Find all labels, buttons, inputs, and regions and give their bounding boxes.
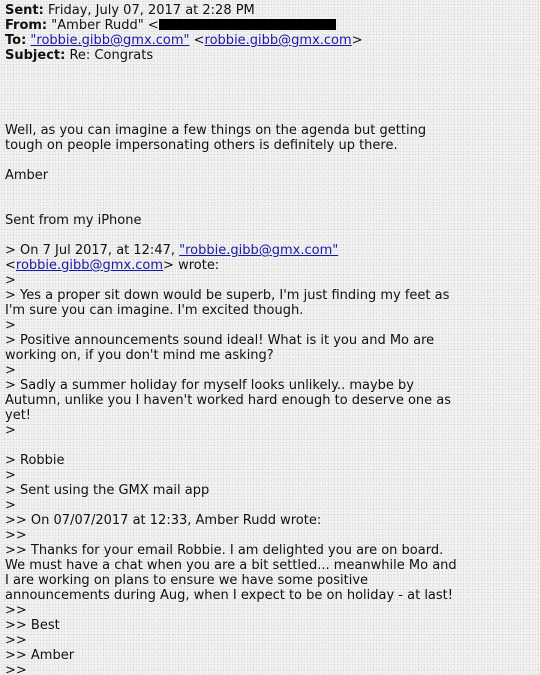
quote-marker: > [5, 363, 16, 378]
nested-quote-line: I are working on plans to ensure we have some positive [5, 573, 369, 588]
quote-email-link-2[interactable]: robbie.gibb@gmx.com [15, 258, 164, 273]
quote-marker: > [5, 468, 16, 483]
quote-line: Autumn, unlike you I haven't worked hard enough to deserve one as [5, 393, 452, 408]
quote-line: I'm sure you can imagine. I'm excited though. [5, 303, 304, 318]
quote-marker: > [5, 318, 16, 333]
quote-signature: > Robbie [5, 453, 65, 468]
quote-header [5, 243, 535, 258]
quote-gmx-line: > Sent using the GMX mail app [5, 483, 210, 498]
sent-row [5, 3, 535, 18]
from-label: From: [5, 18, 48, 33]
to-email-link[interactable]: "robbie.gibb@gmx.com" [30, 33, 190, 48]
signature: Amber [5, 168, 49, 183]
nested-quote-line: announcements during Aug, when I expect to be on holiday - at last! [5, 588, 453, 603]
nested-quote-marker: >> [5, 633, 27, 648]
quote-line: > Positive announcements sound ideal! What is it you and Mo are [5, 333, 435, 348]
quote-marker: > [5, 423, 16, 438]
quote-marker: > [5, 273, 16, 288]
quote-line: > Yes a proper sit down would be superb, I'm just finding my feet as [5, 288, 450, 303]
to-label: To: [5, 33, 27, 48]
nested-quote-marker: >> [5, 663, 27, 675]
sent-label: Sent: [5, 3, 44, 18]
from-value: "Amber Rudd" < [51, 18, 159, 33]
subject-label: Subject: [5, 48, 66, 63]
sent-value: Friday, July 07, 2017 at 2:28 PM [48, 3, 255, 18]
email-document [5, 3, 535, 675]
nested-quote-header: >> On 07/07/2017 at 12:33, Amber Rudd wrote: [5, 513, 322, 528]
quote-wrote: > wrote: [163, 258, 220, 273]
to-row: To: "robbie.gibb@gmx.com" <robbie.gibb@gmx.com> [5, 33, 363, 48]
nested-quote-line: We must have a chat when you are a bit settled... meanwhile Mo and [5, 558, 457, 573]
quote-header-text: > On 7 Jul 2017, at 12:47, [5, 243, 180, 258]
nested-quote-best: >> Best [5, 618, 60, 633]
redaction-bar [159, 19, 336, 30]
subject-value: Re: Congrats [69, 48, 154, 63]
quote-email-link[interactable]: "robbie.gibb@gmx.com" [179, 243, 339, 258]
body-line: Well, as you can imagine a few things on the agenda but getting [5, 123, 427, 138]
sent-from-line: Sent from my iPhone [5, 213, 142, 228]
subject-row [5, 48, 535, 63]
body-line: tough on people impersonating others is definitely up there. [5, 138, 398, 153]
quote-line: yet! [5, 408, 31, 423]
quote-marker: > [5, 498, 16, 513]
quote-line: working on, if you don't mind me asking? [5, 348, 274, 363]
nested-quote-signature: >> Amber [5, 648, 75, 663]
nested-quote-marker: >> [5, 528, 27, 543]
quote-line: > Sadly a summer holiday for myself looks unlikely.. maybe by [5, 378, 414, 393]
nested-quote-marker: >> [5, 603, 27, 618]
nested-quote-line: >> Thanks for your email Robbie. I am delighted you are on board. [5, 543, 444, 558]
to-email-link-2[interactable]: robbie.gibb@gmx.com [204, 33, 352, 48]
from-row [5, 18, 535, 33]
quote-header-2: <robbie.gibb@gmx.com> wrote: [5, 258, 220, 273]
